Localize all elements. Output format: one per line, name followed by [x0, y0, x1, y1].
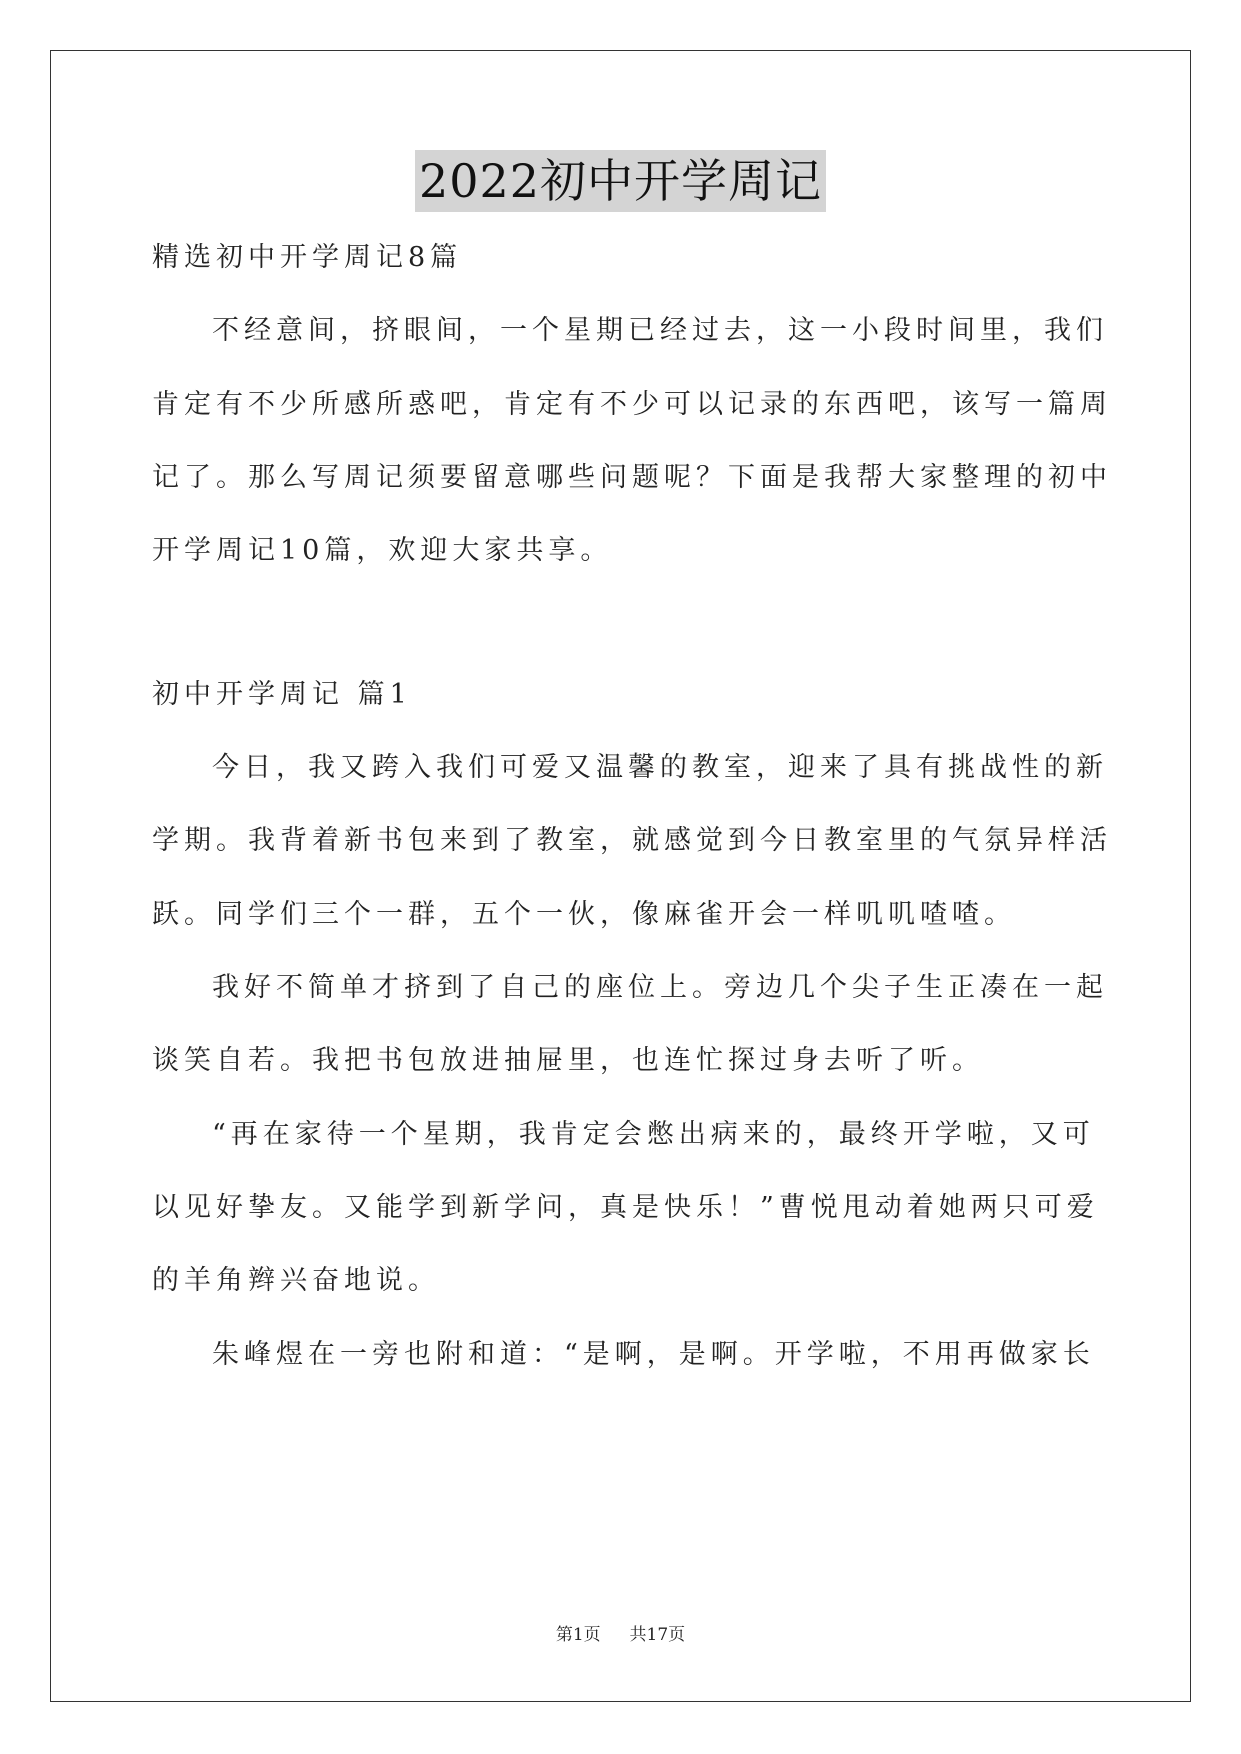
- body-line: 今日，我又跨入我们可爱又温馨的教室，迎来了具有挑战性的新: [212, 752, 1108, 783]
- intro-line: 开学周记10篇，欢迎大家共享。: [152, 535, 613, 566]
- title-container: [0, 150, 1241, 212]
- intro-line: 记了。那么写周记须要留意哪些问题呢？下面是我帮大家整理的初中: [152, 462, 1112, 493]
- body-line: 谈笑自若。我把书包放进抽屉里，也连忙探过身去听了听。: [152, 1045, 984, 1076]
- body-line: 我好不简单才挤到了自己的座位上。旁边几个尖子生正凑在一起: [212, 972, 1108, 1003]
- document-title: 2022初中开学周记: [415, 150, 826, 212]
- body-line: “再在家待一个星期，我肯定会憋出病来的，最终开学啦，又可: [212, 1119, 1095, 1150]
- body-line: 以见好挚友。又能学到新学问，真是快乐！”曹悦甩动着她两只可爱: [152, 1192, 1099, 1223]
- document-subtitle: 精选初中开学周记8篇: [152, 242, 463, 273]
- intro-line: 不经意间，挤眼间，一个星期已经过去，这一小段时间里，我们: [212, 315, 1108, 346]
- body-line: 学期。我背着新书包来到了教室，就感觉到今日教室里的气氛异样活: [152, 825, 1112, 856]
- body-line: 的羊角辫兴奋地说。: [152, 1265, 440, 1296]
- page-number: 第1页: [555, 1625, 601, 1645]
- page-footer: [0, 1620, 1241, 1645]
- section-heading: 初中开学周记 篇1: [152, 679, 412, 710]
- intro-line: 肯定有不少所感所惑吧，肯定有不少可以记录的东西吧，该写一篇周: [152, 389, 1112, 420]
- body-line: 跃。同学们三个一群，五个一伙，像麻雀开会一样叽叽喳喳。: [152, 899, 1016, 930]
- page-total: 共17页: [629, 1625, 686, 1645]
- body-line: 朱峰煜在一旁也附和道：“是啊，是啊。开学啦，不用再做家长: [212, 1339, 1095, 1370]
- page-border: [50, 50, 1191, 1702]
